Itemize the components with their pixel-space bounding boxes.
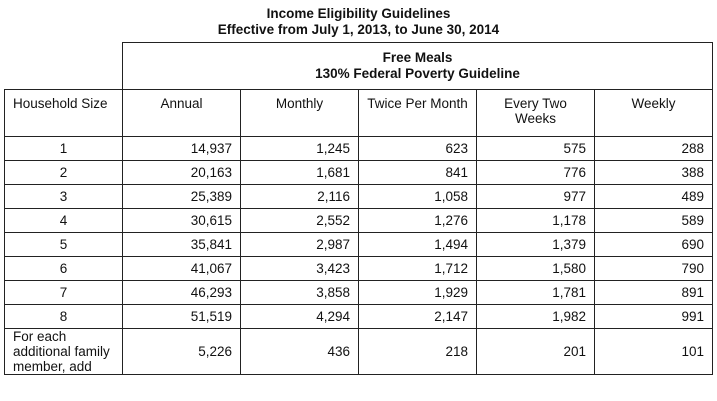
title-line-1: Income Eligibility Guidelines (266, 6, 451, 21)
income-guidelines-table (4, 42, 713, 375)
cell-twice-per-month: 2,147 (359, 305, 477, 329)
cell-twice-per-month: 1,494 (359, 233, 477, 257)
cell-monthly: 2,987 (241, 233, 359, 257)
cell-household-size: 4 (5, 209, 123, 233)
cell-every-two-weeks: 977 (477, 185, 595, 209)
cell-annual: 30,615 (123, 209, 241, 233)
cell-every-two-weeks: 1,982 (477, 305, 595, 329)
cell-household-size: 6 (5, 257, 123, 281)
cell-twice-per-month: 841 (359, 161, 477, 185)
cell-monthly: 3,858 (241, 281, 359, 305)
cell-weekly: 790 (595, 257, 713, 281)
title-line-2: Effective from July 1, 2013, to June 30, 2014 (217, 22, 500, 37)
cell-every-two-weeks: 1,379 (477, 233, 595, 257)
cell-weekly: 991 (595, 305, 713, 329)
table-row (5, 185, 713, 209)
cell-monthly: 3,423 (241, 257, 359, 281)
cell-weekly: 388 (595, 161, 713, 185)
cell-annual: 35,841 (123, 233, 241, 257)
column-header-monthly: Monthly (241, 90, 359, 137)
table-row (5, 281, 713, 305)
cell-every-two-weeks: 776 (477, 161, 595, 185)
cell-household-size: 5 (5, 233, 123, 257)
column-header-every-two-weeks: Every Two Weeks (477, 90, 595, 137)
column-header-row (5, 90, 713, 137)
additional-every-two-weeks: 201 (477, 329, 595, 375)
group-header-line-1: Free Meals (382, 50, 453, 65)
additional-monthly: 436 (241, 329, 359, 375)
additional-member-row (5, 329, 713, 375)
group-header-line-2: 130% Federal Poverty Guideline (315, 66, 520, 81)
cell-twice-per-month: 1,276 (359, 209, 477, 233)
cell-household-size: 8 (5, 305, 123, 329)
cell-every-two-weeks: 1,781 (477, 281, 595, 305)
additional-weekly: 101 (595, 329, 713, 375)
column-header-twice-per-month: Twice Per Month (359, 90, 477, 137)
cell-twice-per-month: 623 (359, 137, 477, 161)
cell-household-size: 1 (5, 137, 123, 161)
cell-monthly: 1,681 (241, 161, 359, 185)
cell-twice-per-month: 1,712 (359, 257, 477, 281)
cell-every-two-weeks: 1,178 (477, 209, 595, 233)
cell-household-size: 7 (5, 281, 123, 305)
cell-monthly: 2,116 (241, 185, 359, 209)
cell-annual: 20,163 (123, 161, 241, 185)
additional-member-label: For each additional family member, add (5, 329, 123, 375)
table-row (5, 209, 713, 233)
cell-annual: 25,389 (123, 185, 241, 209)
table-body (5, 137, 713, 329)
column-header-annual: Annual (123, 90, 241, 137)
group-header-row (5, 43, 713, 90)
cell-every-two-weeks: 575 (477, 137, 595, 161)
cell-twice-per-month: 1,929 (359, 281, 477, 305)
cell-weekly: 891 (595, 281, 713, 305)
cell-monthly: 4,294 (241, 305, 359, 329)
cell-annual: 46,293 (123, 281, 241, 305)
cell-weekly: 589 (595, 209, 713, 233)
cell-annual: 41,067 (123, 257, 241, 281)
additional-annual: 5,226 (123, 329, 241, 375)
cell-household-size: 3 (5, 185, 123, 209)
table-row (5, 161, 713, 185)
cell-weekly: 690 (595, 233, 713, 257)
table-row (5, 257, 713, 281)
cell-weekly: 288 (595, 137, 713, 161)
table-row (5, 233, 713, 257)
additional-twice-per-month: 218 (359, 329, 477, 375)
cell-twice-per-month: 1,058 (359, 185, 477, 209)
document-title (0, 6, 717, 38)
column-header-household-size: Household Size (5, 90, 123, 137)
column-header-weekly: Weekly (595, 90, 713, 137)
cell-household-size: 2 (5, 161, 123, 185)
free-meals-header (123, 43, 713, 90)
cell-every-two-weeks: 1,580 (477, 257, 595, 281)
cell-annual: 51,519 (123, 305, 241, 329)
table-row (5, 137, 713, 161)
cell-annual: 14,937 (123, 137, 241, 161)
cell-monthly: 2,552 (241, 209, 359, 233)
cell-monthly: 1,245 (241, 137, 359, 161)
table-row (5, 305, 713, 329)
blank-corner-cell (5, 43, 123, 90)
cell-weekly: 489 (595, 185, 713, 209)
